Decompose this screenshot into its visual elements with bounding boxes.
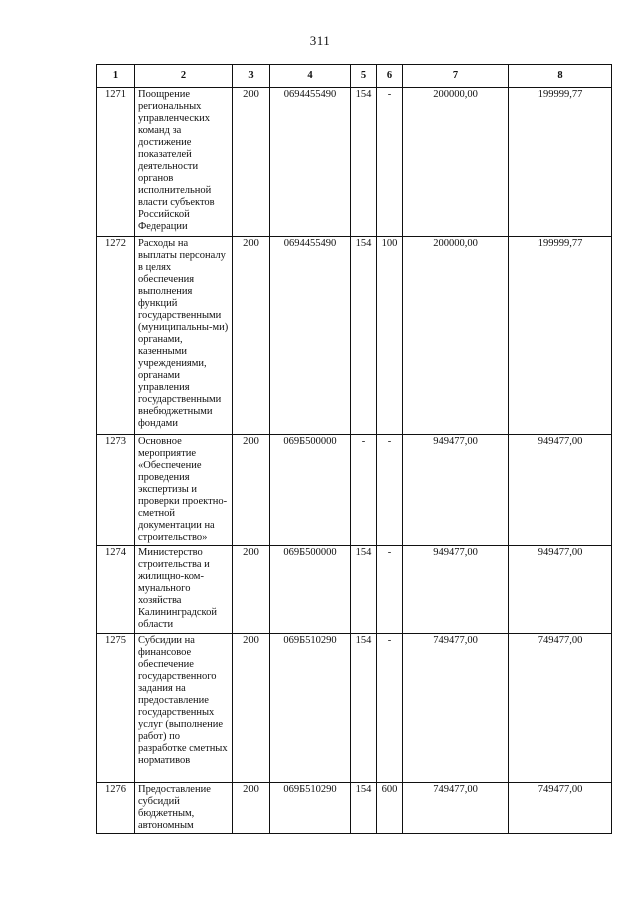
row-col6: 600 (377, 783, 403, 834)
row-col6: - (377, 634, 403, 783)
row-amount-planned: 749477,00 (403, 783, 509, 834)
table-row (97, 783, 612, 834)
column-header: 4 (270, 65, 351, 88)
row-number: 1273 (97, 435, 135, 546)
table-row (97, 237, 612, 435)
row-amount-actual: 749477,00 (509, 783, 612, 834)
row-number: 1274 (97, 546, 135, 634)
header-row (97, 65, 612, 88)
row-number: 1275 (97, 634, 135, 783)
table-row (97, 546, 612, 634)
row-name: Предоставление субсидий бюджетным, автономным (135, 783, 233, 834)
row-col5: - (351, 435, 377, 546)
row-code: 0694455490 (270, 237, 351, 435)
row-name: Расходы на выплаты персоналу в целях обеспечения выполнения функций государственными (муниципальны-ми) органами, казенными учреждениями, органами управления государственными внебюджетными фондами (135, 237, 233, 435)
row-code: 069Б500000 (270, 435, 351, 546)
row-col6: - (377, 546, 403, 634)
row-col3: 200 (233, 634, 270, 783)
table-row (97, 88, 612, 237)
row-name: Основное мероприятие «Обеспечение проведения экспертизы и проверки проектно-сметной документации на строительство» (135, 435, 233, 546)
row-number: 1276 (97, 783, 135, 834)
table-row (97, 634, 612, 783)
row-col5: 154 (351, 237, 377, 435)
row-col3: 200 (233, 435, 270, 546)
table-row (97, 435, 612, 546)
row-amount-planned: 949477,00 (403, 546, 509, 634)
row-col3: 200 (233, 237, 270, 435)
row-col5: 154 (351, 634, 377, 783)
row-name: Поощрение региональных управленческих команд за достижение показателей деятельности органов исполнительной власти субъектов Российской Федерации (135, 88, 233, 237)
column-header: 2 (135, 65, 233, 88)
row-col3: 200 (233, 88, 270, 237)
row-amount-actual: 949477,00 (509, 435, 612, 546)
column-header: 8 (509, 65, 612, 88)
row-code: 069Б510290 (270, 783, 351, 834)
row-amount-actual: 199999,77 (509, 88, 612, 237)
row-amount-actual: 949477,00 (509, 546, 612, 634)
column-header: 5 (351, 65, 377, 88)
row-name: Субсидии на финансовое обеспечение государственного задания на предоставление государственных услуг (выполнение работ) по разработке сметных нормативов (135, 634, 233, 783)
row-col6: - (377, 88, 403, 237)
budget-table (96, 64, 612, 834)
row-name: Министерство строительства и жилищно-ком-мунального хозяйства Калининградской области (135, 546, 233, 634)
row-amount-planned: 200000,00 (403, 237, 509, 435)
row-col6: - (377, 435, 403, 546)
row-col3: 200 (233, 783, 270, 834)
column-header: 6 (377, 65, 403, 88)
row-col3: 200 (233, 546, 270, 634)
row-number: 1272 (97, 237, 135, 435)
row-code: 0694455490 (270, 88, 351, 237)
row-amount-planned: 949477,00 (403, 435, 509, 546)
row-col6: 100 (377, 237, 403, 435)
column-header: 7 (403, 65, 509, 88)
row-number: 1271 (97, 88, 135, 237)
row-amount-planned: 749477,00 (403, 634, 509, 783)
column-header: 3 (233, 65, 270, 88)
row-col5: 154 (351, 88, 377, 237)
row-amount-actual: 199999,77 (509, 237, 612, 435)
row-col5: 154 (351, 546, 377, 634)
row-code: 069Б500000 (270, 546, 351, 634)
row-col5: 154 (351, 783, 377, 834)
column-header: 1 (97, 65, 135, 88)
row-code: 069Б510290 (270, 634, 351, 783)
row-amount-actual: 749477,00 (509, 634, 612, 783)
page-number: 311 (309, 33, 331, 48)
row-amount-planned: 200000,00 (403, 88, 509, 237)
